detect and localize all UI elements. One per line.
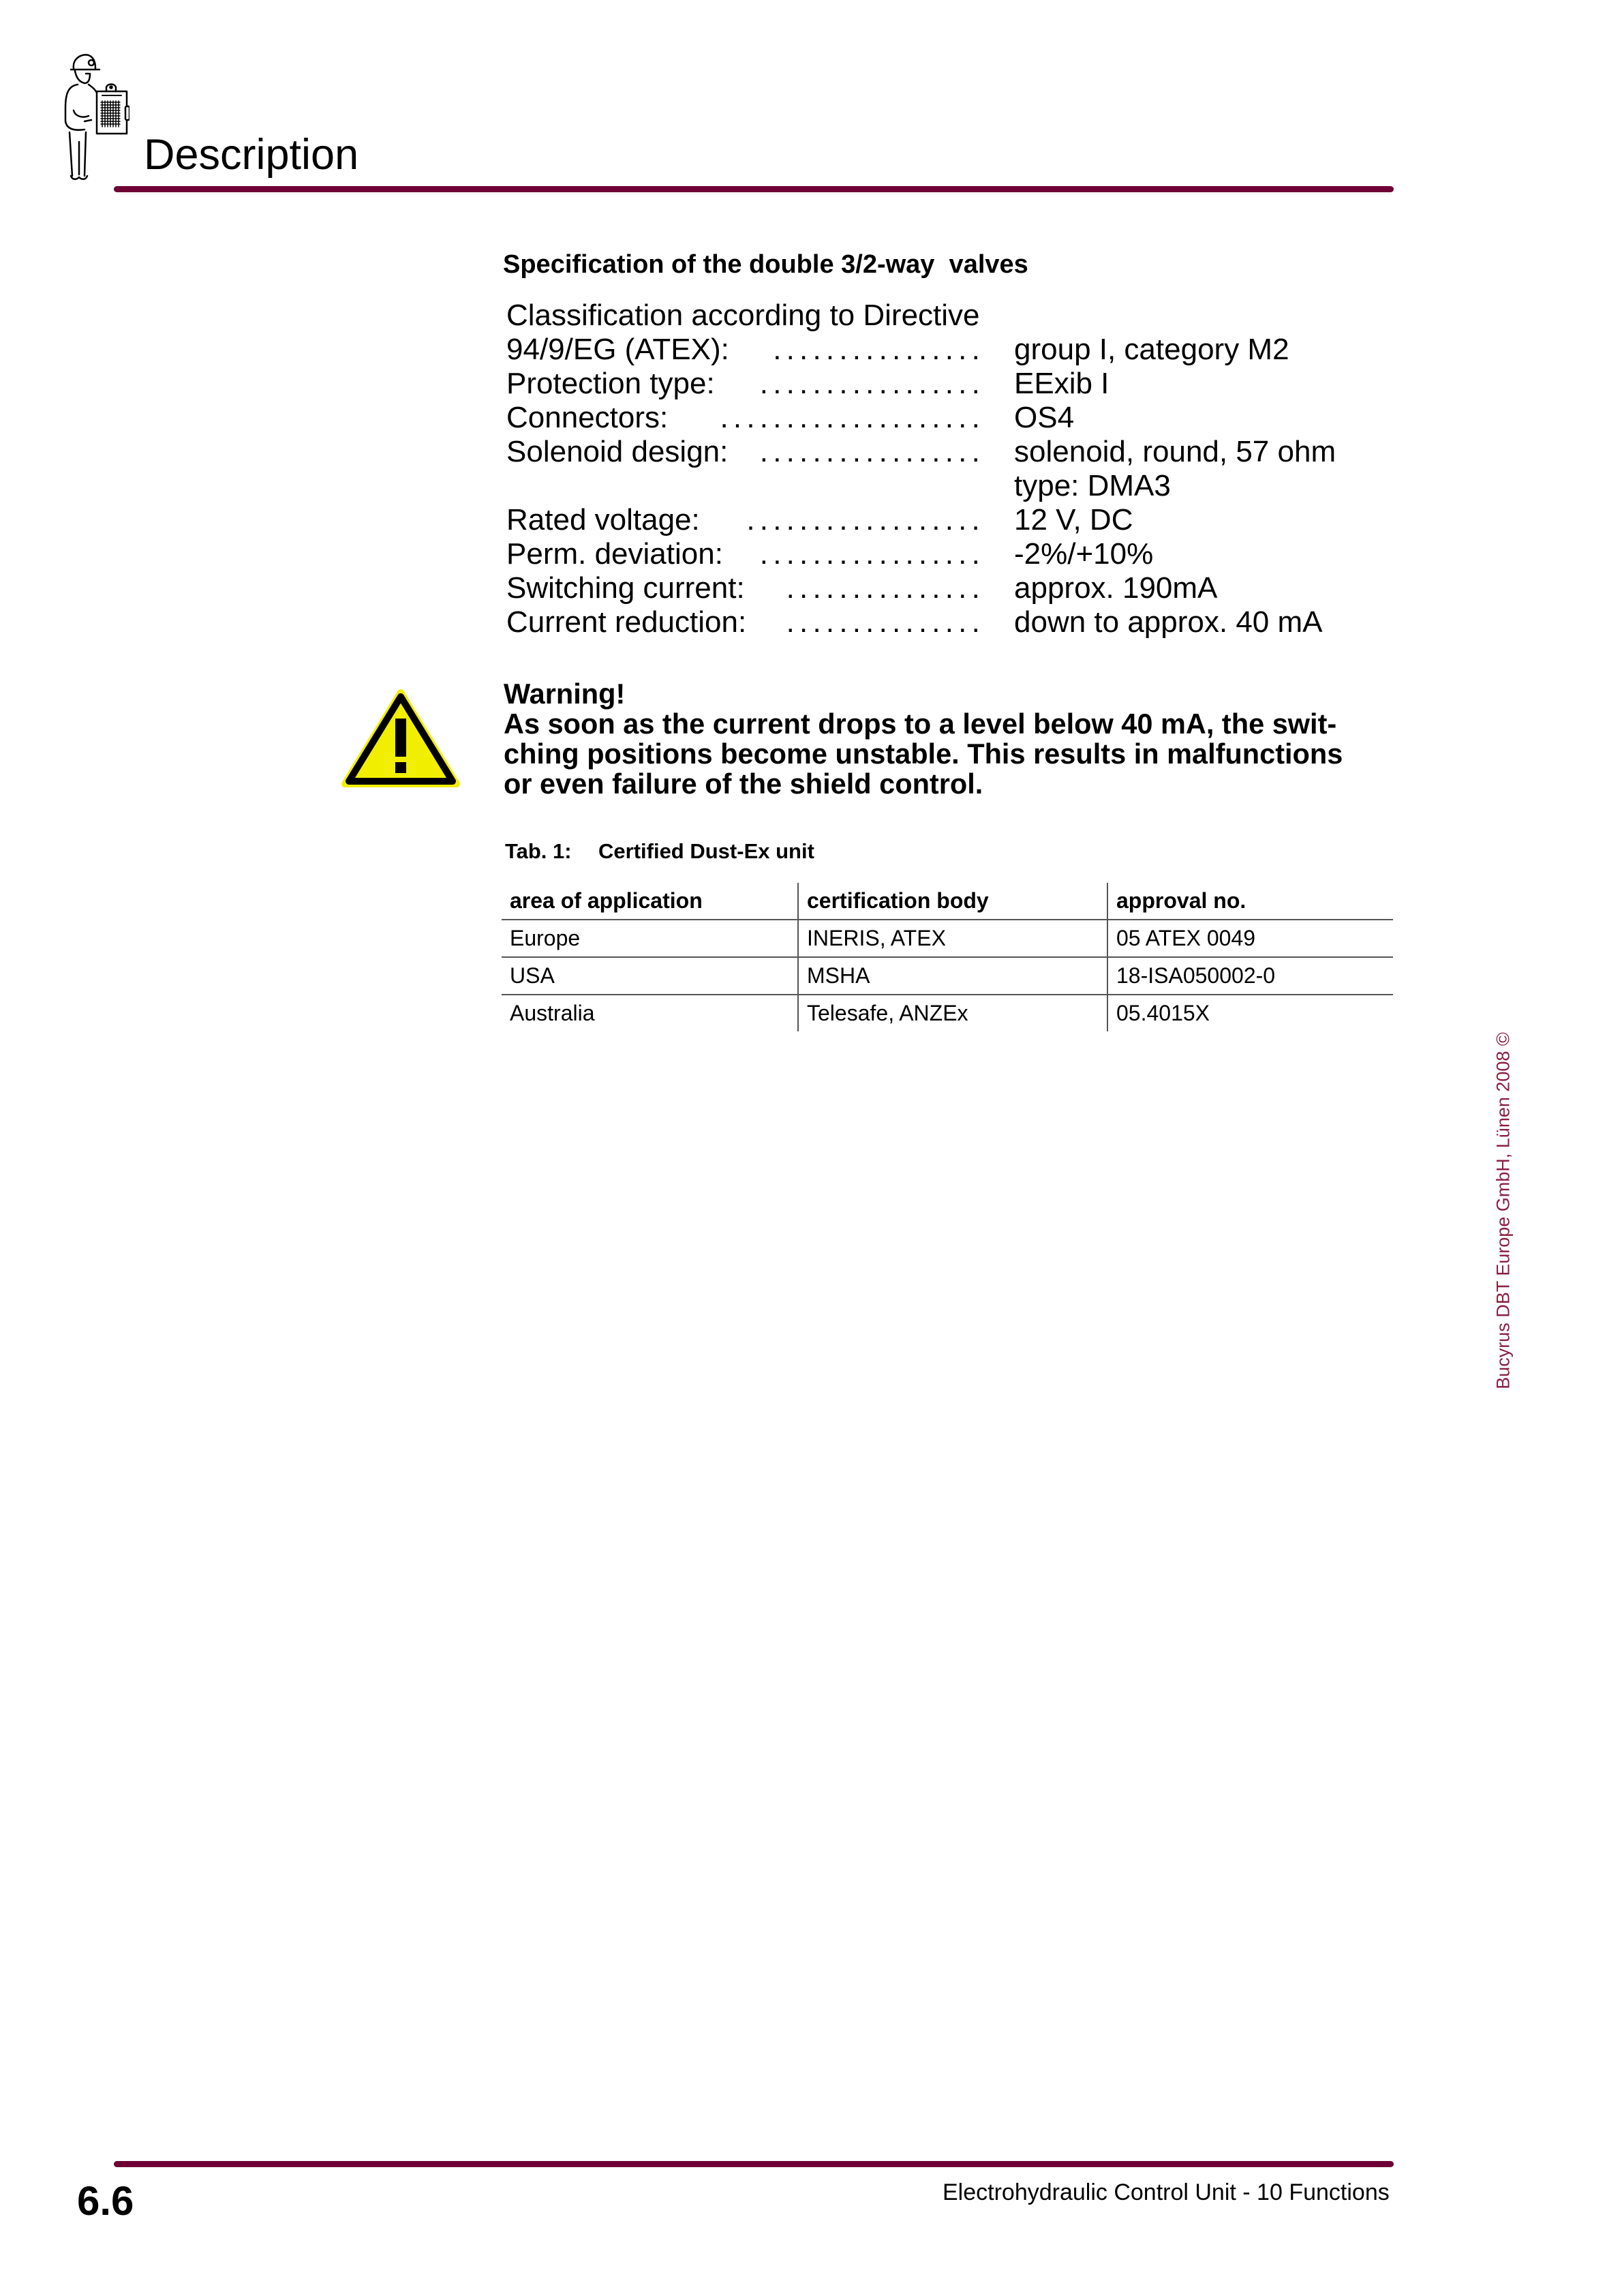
table-caption	[505, 839, 814, 864]
warning-line: or even failure of the shield control.	[504, 768, 983, 800]
spec-row-solenoid-type	[506, 469, 1392, 503]
spec-row-solenoid-design	[506, 435, 1392, 469]
leader-dots: .................	[759, 537, 985, 571]
warning-line: As soon as the current drops to a level below 40 mA, the swit-	[504, 708, 1337, 740]
column-header-area: area of application	[510, 888, 703, 913]
copyright-notice: Bucyrus DBT Europe GmbH, Lünen 2008 ©	[1493, 1032, 1514, 1389]
spec-value: EExib I	[1014, 367, 1110, 400]
leader-dots: ..................	[746, 503, 985, 537]
footer-rule	[114, 2161, 1394, 2167]
spec-label: Solenoid design:	[506, 435, 729, 468]
table-caption-title: Certified Dust-Ex unit	[598, 839, 814, 863]
cell-area: Australia	[502, 995, 798, 1031]
spec-label: Protection type:	[506, 367, 715, 400]
cell-area: USA	[502, 957, 798, 995]
leader-dots: ....................	[720, 401, 985, 434]
spec-row-classification	[506, 299, 1392, 333]
spec-row-perm-deviation	[506, 537, 1392, 571]
spec-value: group I, category M2	[1014, 333, 1289, 366]
leader-dots: .................	[759, 435, 985, 468]
cell-approval-no: 18-ISA050002-0	[1107, 957, 1393, 995]
header-rule	[114, 186, 1394, 192]
spec-heading: Specification of the double 3/2-way valves	[503, 250, 1028, 279]
spec-row-current-reduction	[506, 605, 1392, 639]
spec-value: type: DMA3	[1014, 469, 1171, 502]
column-header-approval-no: approval no.	[1107, 883, 1393, 920]
table-row	[502, 920, 1393, 957]
leader-dots: .................	[759, 367, 985, 400]
spec-list	[506, 299, 1392, 639]
spec-value: -2%/+10%	[1014, 537, 1154, 571]
spec-label: Connectors:	[506, 401, 669, 434]
cell-certification-body: MSHA	[798, 957, 1107, 995]
warning-triangle-icon	[341, 689, 461, 789]
cell-certification-body: INERIS, ATEX	[798, 920, 1107, 957]
spec-value: 12 V, DC	[1014, 503, 1133, 537]
spec-value: OS4	[1014, 401, 1075, 434]
spec-label: Classification according to Directive	[506, 299, 980, 332]
spec-row-connectors	[506, 401, 1392, 435]
spec-label: Perm. deviation:	[506, 537, 723, 571]
cell-certification-body: Telesafe, ANZEx	[798, 995, 1107, 1031]
inspector-with-clipboard-icon	[61, 53, 129, 180]
table-caption-number: Tab. 1:	[505, 839, 572, 863]
page-title: Description	[144, 131, 359, 179]
spec-value: solenoid, round, 57 ohm	[1014, 435, 1336, 468]
leader-dots: ...............	[786, 571, 985, 605]
table-row	[502, 957, 1393, 995]
cell-approval-no: 05 ATEX 0049	[1107, 920, 1393, 957]
spec-row-rated-voltage	[506, 503, 1392, 537]
warning-block	[504, 679, 1403, 799]
spec-label: 94/9/EG (ATEX):	[506, 333, 729, 366]
spec-value: down to approx. 40 mA	[1014, 605, 1323, 639]
spec-label: Current reduction:	[506, 605, 747, 639]
warning-title: Warning!	[504, 678, 626, 710]
spec-row-switching-current	[506, 571, 1392, 605]
leader-dots: ...............	[786, 605, 985, 639]
cell-approval-no: 05.4015X	[1107, 995, 1393, 1031]
spec-row-atex	[506, 333, 1392, 367]
certification-table	[502, 883, 1393, 1031]
spec-label: Switching current:	[506, 571, 745, 605]
spec-row-protection-type	[506, 367, 1392, 401]
footer-document-title: Electrohydraulic Control Unit - 10 Functions	[943, 2179, 1390, 2205]
leader-dots: ................	[773, 333, 985, 366]
column-header-certification-body: certification body	[798, 883, 1107, 920]
spec-label: Rated voltage:	[506, 503, 700, 537]
table-header-row	[502, 883, 1393, 920]
page-number: 6.6	[77, 2178, 134, 2224]
header-illustration	[61, 53, 129, 180]
cell-area: Europe	[502, 920, 798, 957]
spec-value: approx. 190mA	[1014, 571, 1218, 605]
table-row	[502, 995, 1393, 1031]
warning-line: ching positions become unstable. This results in malfunctions	[504, 738, 1343, 770]
